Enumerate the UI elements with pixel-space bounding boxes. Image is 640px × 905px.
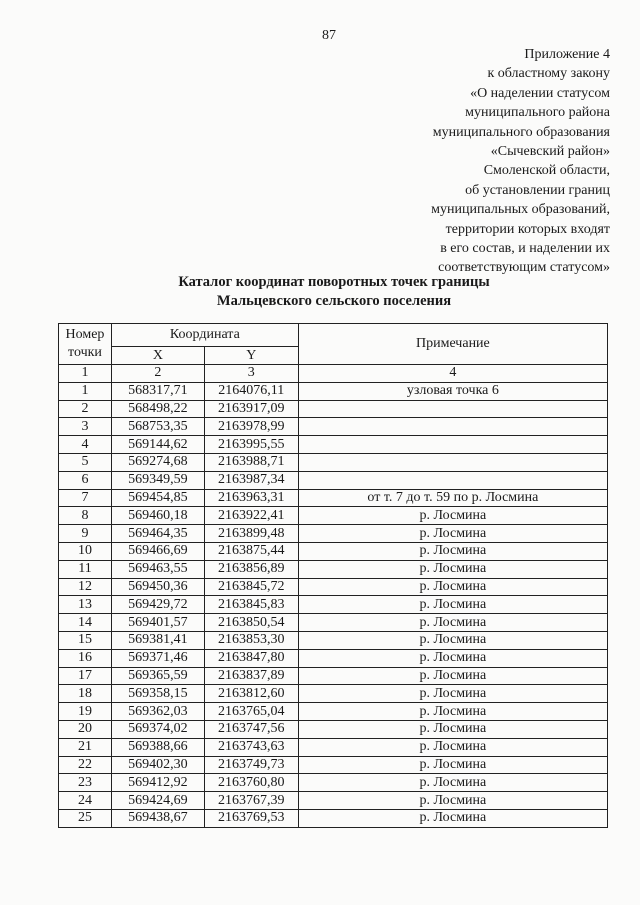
cell-y: 2163850,54 (204, 614, 298, 632)
cell-note: от т. 7 до т. 59 по р. Лосмина (298, 489, 607, 507)
cell-point-number: 1 (59, 382, 112, 400)
coordinates-table (58, 323, 608, 828)
cell-y: 2163856,89 (204, 560, 298, 578)
appendix-line: соответствующим статусом» (438, 260, 610, 276)
cell-y: 2163765,04 (204, 703, 298, 721)
cell-x: 569401,57 (111, 614, 204, 632)
cell-note (298, 453, 607, 471)
table-row (59, 720, 608, 738)
cell-point-number: 19 (59, 703, 112, 721)
cell-note: р. Лосмина (298, 703, 607, 721)
cell-point-number: 6 (59, 471, 112, 489)
cell-y: 2163743,63 (204, 738, 298, 756)
table-row (59, 489, 608, 507)
cell-point-number: 4 (59, 436, 112, 454)
col-number: 2 (111, 365, 204, 383)
cell-point-number: 9 (59, 525, 112, 543)
cell-point-number: 17 (59, 667, 112, 685)
cell-y: 2163845,72 (204, 578, 298, 596)
table-body (59, 382, 608, 827)
table-row (59, 436, 608, 454)
cell-x: 569450,36 (111, 578, 204, 596)
cell-y: 2163963,31 (204, 489, 298, 507)
table-row (59, 774, 608, 792)
cell-point-number: 3 (59, 418, 112, 436)
cell-y: 2163988,71 (204, 453, 298, 471)
cell-y: 2163747,56 (204, 720, 298, 738)
cell-point-number: 2 (59, 400, 112, 418)
cell-x: 569454,85 (111, 489, 204, 507)
appendix-header (350, 45, 610, 278)
cell-point-number: 20 (59, 720, 112, 738)
col-number: 4 (298, 365, 607, 383)
table-row (59, 809, 608, 827)
table-row (59, 631, 608, 649)
appendix-line: муниципальных образований, (431, 202, 610, 218)
cell-x: 569144,62 (111, 436, 204, 454)
cell-x: 569374,02 (111, 720, 204, 738)
catalog-title (0, 273, 640, 311)
cell-point-number: 7 (59, 489, 112, 507)
table-row (59, 649, 608, 667)
cell-point-number: 22 (59, 756, 112, 774)
cell-y: 2163922,41 (204, 507, 298, 525)
cell-y: 2163853,30 (204, 631, 298, 649)
appendix-line: об установлении границ (465, 182, 610, 198)
cell-point-number: 8 (59, 507, 112, 525)
cell-y: 2163769,53 (204, 809, 298, 827)
cell-point-number: 11 (59, 560, 112, 578)
cell-x: 569424,69 (111, 792, 204, 810)
table-row (59, 453, 608, 471)
table-row (59, 756, 608, 774)
cell-x: 569466,69 (111, 542, 204, 560)
cell-x: 569438,67 (111, 809, 204, 827)
cell-x: 569358,15 (111, 685, 204, 703)
cell-note (298, 436, 607, 454)
cell-y: 2164076,11 (204, 382, 298, 400)
table-row (59, 614, 608, 632)
cell-note: р. Лосмина (298, 792, 607, 810)
cell-y: 2163760,80 (204, 774, 298, 792)
cell-note: р. Лосмина (298, 649, 607, 667)
header-coordinate: Координата (111, 324, 298, 347)
col-number: 3 (204, 365, 298, 383)
cell-note: р. Лосмина (298, 578, 607, 596)
header-point-number: Номер точки (59, 324, 112, 365)
header-x: X (111, 347, 204, 365)
table-row (59, 560, 608, 578)
cell-note: р. Лосмина (298, 756, 607, 774)
appendix-line: «Сычевский район» (490, 144, 610, 160)
cell-note: р. Лосмина (298, 542, 607, 560)
cell-x: 569349,59 (111, 471, 204, 489)
cell-y: 2163917,09 (204, 400, 298, 418)
cell-y: 2163978,99 (204, 418, 298, 436)
table-row (59, 578, 608, 596)
header-y: Y (204, 347, 298, 365)
cell-note: узловая точка 6 (298, 382, 607, 400)
cell-note: р. Лосмина (298, 560, 607, 578)
table-row (59, 685, 608, 703)
table-row (59, 525, 608, 543)
cell-note: р. Лосмина (298, 738, 607, 756)
appendix-line: Смоленской области, (483, 163, 610, 179)
cell-x: 568753,35 (111, 418, 204, 436)
cell-point-number: 23 (59, 774, 112, 792)
col-number: 1 (59, 365, 112, 383)
cell-point-number: 16 (59, 649, 112, 667)
cell-point-number: 13 (59, 596, 112, 614)
cell-x: 569362,03 (111, 703, 204, 721)
cell-note: р. Лосмина (298, 631, 607, 649)
cell-y: 2163812,60 (204, 685, 298, 703)
cell-note: р. Лосмина (298, 809, 607, 827)
cell-note: р. Лосмина (298, 667, 607, 685)
cell-x: 569429,72 (111, 596, 204, 614)
cell-point-number: 18 (59, 685, 112, 703)
cell-x: 569381,41 (111, 631, 204, 649)
table-row (59, 738, 608, 756)
table-row (59, 400, 608, 418)
appendix-line: муниципального района (465, 105, 610, 121)
cell-point-number: 21 (59, 738, 112, 756)
table-row (59, 418, 608, 436)
cell-y: 2163847,80 (204, 649, 298, 667)
cell-x: 569388,66 (111, 738, 204, 756)
cell-x: 568317,71 (111, 382, 204, 400)
cell-note: р. Лосмина (298, 774, 607, 792)
table-row (59, 792, 608, 810)
cell-note: р. Лосмина (298, 596, 607, 614)
cell-y: 2163875,44 (204, 542, 298, 560)
appendix-line: в его состав, и наделении их (440, 241, 610, 257)
cell-x: 569460,18 (111, 507, 204, 525)
cell-point-number: 5 (59, 453, 112, 471)
header-note: Примечание (298, 324, 607, 365)
appendix-line: Приложение 4 (524, 47, 610, 62)
cell-note (298, 400, 607, 418)
cell-point-number: 10 (59, 542, 112, 560)
table-row (59, 382, 608, 400)
cell-point-number: 24 (59, 792, 112, 810)
cell-point-number: 15 (59, 631, 112, 649)
cell-note (298, 418, 607, 436)
table-row (59, 667, 608, 685)
table-row (59, 703, 608, 721)
cell-note: р. Лосмина (298, 507, 607, 525)
appendix-line: «О наделении статусом (470, 85, 610, 101)
cell-y: 2163987,34 (204, 471, 298, 489)
catalog-title-line: Мальцевского сельского поселения (216, 293, 452, 309)
cell-x: 569274,68 (111, 453, 204, 471)
cell-y: 2163749,73 (204, 756, 298, 774)
cell-y: 2163767,39 (204, 792, 298, 810)
cell-y: 2163995,55 (204, 436, 298, 454)
cell-point-number: 12 (59, 578, 112, 596)
cell-y: 2163899,48 (204, 525, 298, 543)
cell-note: р. Лосмина (298, 525, 607, 543)
cell-x: 569365,59 (111, 667, 204, 685)
cell-note (298, 471, 607, 489)
cell-x: 568498,22 (111, 400, 204, 418)
cell-x: 569412,92 (111, 774, 204, 792)
catalog-title-line: Каталог координат поворотных точек границы (178, 274, 490, 290)
table-row (59, 471, 608, 489)
cell-x: 569464,35 (111, 525, 204, 543)
appendix-line: к областному закону (487, 66, 610, 82)
table-row (59, 596, 608, 614)
page-number: 87 (322, 28, 336, 43)
table-row (59, 542, 608, 560)
appendix-line: территории которых входят (445, 221, 610, 237)
cell-x: 569371,46 (111, 649, 204, 667)
cell-note: р. Лосмина (298, 685, 607, 703)
cell-note: р. Лосмина (298, 614, 607, 632)
cell-y: 2163837,89 (204, 667, 298, 685)
cell-y: 2163845,83 (204, 596, 298, 614)
cell-x: 569402,30 (111, 756, 204, 774)
appendix-line: муниципального образования (432, 124, 610, 140)
table-row (59, 507, 608, 525)
cell-point-number: 25 (59, 809, 112, 827)
cell-x: 569463,55 (111, 560, 204, 578)
cell-note: р. Лосмина (298, 720, 607, 738)
cell-point-number: 14 (59, 614, 112, 632)
